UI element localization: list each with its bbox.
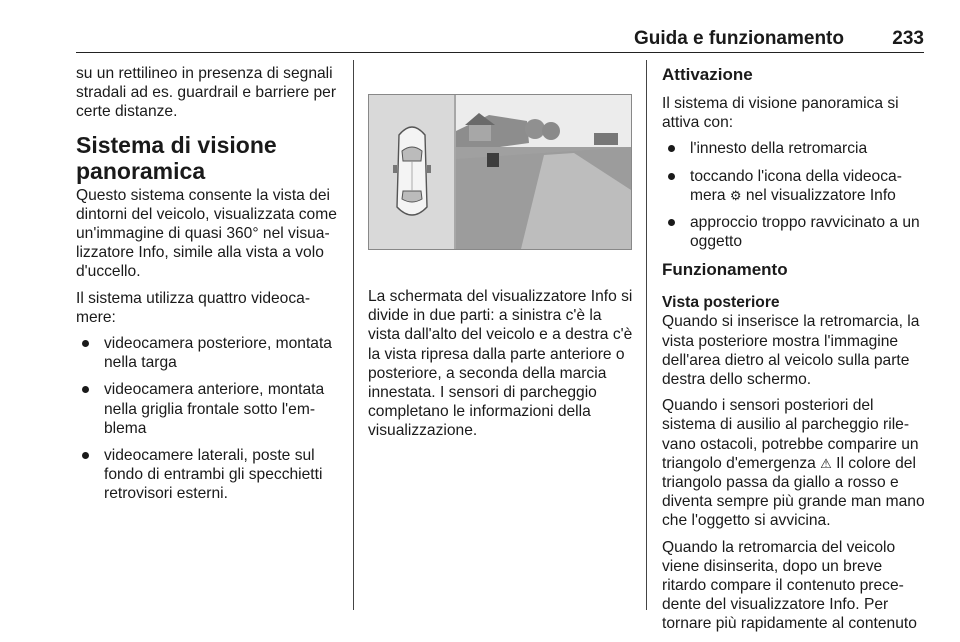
sensor-paragraph: Quando i sensori posteriori del sistema di ausilio al parcheggio rilevano ostacoli, potrebbe comparire un triangolo d'emergenza ⚠ Il colore del triangolo passa da giallo a rosso e diventa sempre più grande man mano che l'oggetto si avvicina. [662, 397, 925, 530]
bullet-icon [668, 219, 675, 226]
intro-paragraph: su un rettilineo in presenza di segnali stradali ad es. guardrail e barriere per certe distanze. [76, 65, 337, 121]
camera-display-figure [368, 94, 632, 250]
section-heading: Sistema di visione panoramica [76, 131, 277, 184]
list-item: videocamere laterali, poste sul fondo di entrambi gli specchietti retrovisori esterni. [76, 446, 342, 504]
bullet-icon [668, 173, 675, 180]
rear-view-paragraph: Quando si inserisce la retromarcia, la vista posteriore mostra l'immagine dell'area dietro al veicolo sulla parte destra dello schermo. [662, 313, 920, 389]
camera-settings-icon: ⚙ [729, 187, 742, 203]
list-item: videocamera anteriore, montata nella griglia frontale sotto l'emblema [76, 380, 342, 438]
column-middle [368, 64, 634, 448]
header-title: Guida e funzionamento [633, 28, 844, 49]
bullet-icon [82, 340, 89, 347]
cameras-paragraph: Il sistema utilizza quattro videocamere: [76, 289, 311, 326]
bullet-icon [82, 386, 89, 393]
warning-triangle-icon: ⚠ [820, 455, 832, 471]
column-right [662, 64, 928, 641]
activation-heading: Attivazione [662, 65, 753, 84]
page-number: 233 [892, 28, 924, 49]
column-divider-right [646, 60, 647, 610]
list-item: l'innesto della retromarcia [662, 139, 928, 158]
column-left [76, 64, 342, 512]
list-item: toccando l'icona della videocamera ⚙ nel visualizzatore Info [662, 167, 928, 205]
page-header [76, 22, 924, 53]
camera-list [76, 334, 342, 504]
activation-list [662, 139, 928, 251]
bullet-icon [668, 145, 675, 152]
list-item: approccio troppo ravvicinato a un oggetto [662, 213, 928, 251]
operation-heading: Funzionamento [662, 260, 788, 280]
description-paragraph: Questo sistema consente la vista dei dintorni del veicolo, visualizzata come un'immagine di quasi 360° nel visualizzatore Info, simile alla vista a volo d'uccello. [76, 186, 337, 281]
reverse-off-paragraph: Quando la retromarcia del veicolo viene disinserita, dopo un breve ritardo compare il contenuto precedente del visualizzatore Info. Per tornare più rapidamente al contenuto [662, 538, 917, 633]
car-top-view-icon [393, 127, 431, 215]
bullet-icon [82, 452, 89, 459]
list-item: videocamera posteriore, montata nella targa [76, 334, 342, 372]
figure-caption: La schermata del visualizzatore Info si divide in due parti: a sinistra c'è la vista dall'alto del veicolo e a destra c'è la vista ripresa dalla parte anteriore o posteriore, a seconda della marcia innestata. I sensori di parcheggio completano le informazioni della visualizzazione. [368, 288, 633, 440]
surround-view-illustration [369, 95, 631, 249]
rear-view-heading: Vista posteriore [662, 294, 780, 312]
column-divider-left [353, 60, 354, 610]
activation-paragraph: Il sistema di visione panoramica si attiva con: [662, 95, 899, 132]
